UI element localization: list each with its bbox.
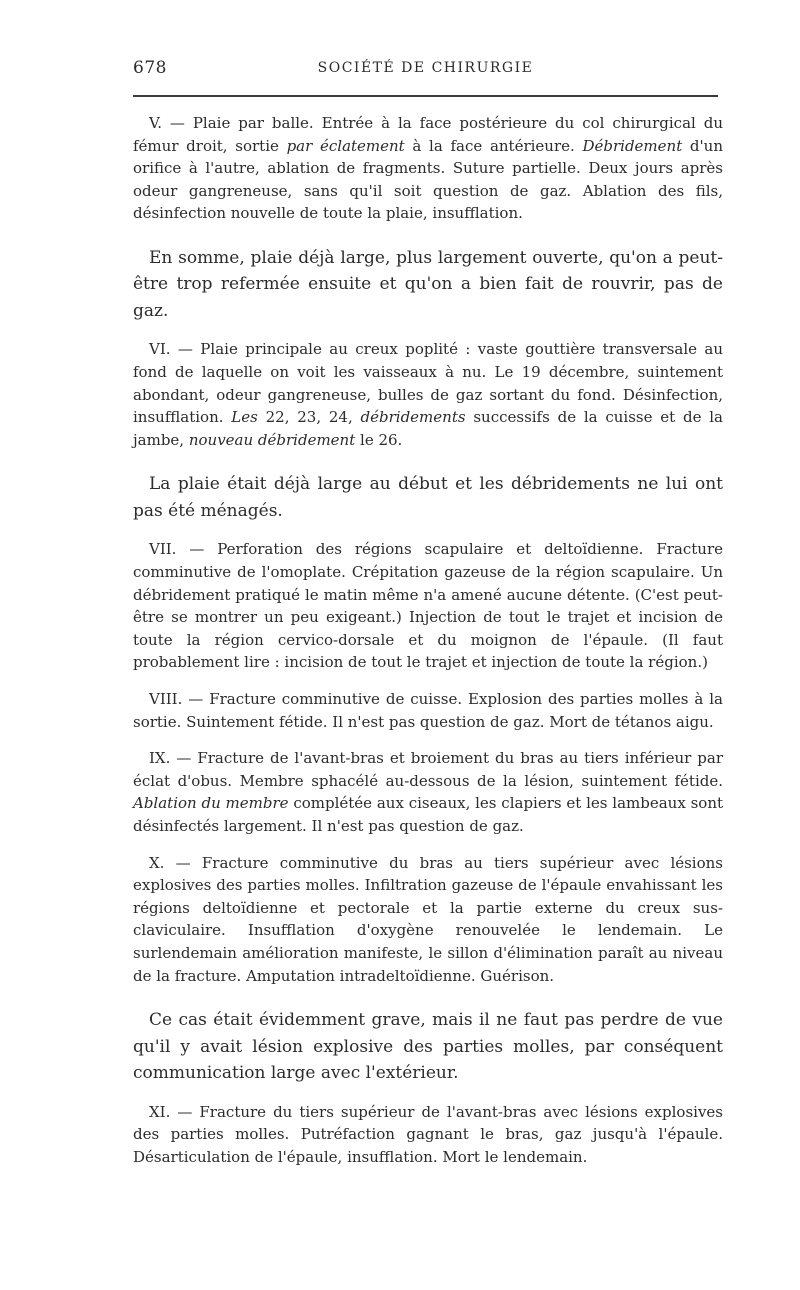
text-run: En somme, plaie déjà large, plus largement ouverte, qu'on a peut-être trop refermée ensuite et qu'on a bien fait de rouvrir, pas de gaz. [133, 247, 723, 321]
text-run: Ce cas était évidemment grave, mais il ne faut pas perdre de vue qu'il y avait lésion explosive des parties molles, par conséquent communication large avec l'extérieur. [133, 1010, 723, 1084]
case-paragraph [133, 538, 723, 674]
text-run: le 26. [355, 430, 403, 449]
case-paragraph [133, 338, 723, 451]
page-number: 678 [133, 58, 167, 78]
commentary-paragraph [133, 245, 723, 325]
italic-text: Ablation du membre [133, 794, 289, 813]
italic-text: débridements [360, 408, 466, 427]
running-title: SOCIÉTÉ DE CHIRURGIE [317, 60, 534, 76]
commentary-paragraph [133, 1007, 723, 1087]
text-run: d'un orifice à l'autre, ablation de fragments. Suture partielle. Deux jours après odeur gangreneuse, sans qu'il soit question de gaz. Ablation des fils, désinfection nouvelle de toute la plaie, insufflation. [133, 136, 723, 223]
text-run: à la face antérieure. [404, 136, 583, 155]
text-run: 22, 23, 24, [257, 408, 361, 427]
case-paragraph [133, 1101, 723, 1169]
case-paragraph [133, 852, 723, 988]
case-paragraph [133, 112, 723, 225]
text-run: La plaie était déjà large au début et les débridements ne lui ont pas été ménagés. [133, 474, 723, 521]
commentary-paragraph [133, 471, 723, 524]
text-run: X. — Fracture comminutive du bras au tiers supérieur avec lésions explosives des parties molles. Infiltration gazeuse de l'épaule envahissant les régions deltoïdienne et pectorale et la partie externe du creux sus-claviculaire. Insufflation d'oxygène renouvelée le lendemain. Le surlendemain amélioration manifeste, le sillon d'élimination paraît au niveau de la fracture. Amputation intradeltoïdienne. Guérison. [133, 853, 723, 985]
italic-text: par éclatement [286, 136, 405, 155]
text-run: XI. — Fracture du tiers supérieur de l'avant-bras avec lésions explosives des parties molles. Putréfaction gagnant le bras, gaz jusqu'à l'épaule. Désarticulation de l'épaule, insufflation. Mort le lendemain. [133, 1102, 723, 1166]
case-paragraph [133, 747, 723, 837]
italic-text: Débridement [582, 136, 683, 155]
text-run: complétée aux ciseaux, les clapiers et les lambeaux sont désinfectés largement. Il n'est pas question de gaz. [133, 794, 724, 835]
page-header [133, 58, 718, 88]
text-run: successifs de la cuisse et de la jambe, [133, 408, 723, 449]
text-run: VI. — Plaie principale au creux poplité : vaste gouttière transversale au fond de laquelle on voit les vaisseaux à nu. Le 19 décembre, suintement abondant, odeur gangreneuse, bulles de gaz sortant du fond. Désinfection, insufflation. [133, 340, 723, 427]
document-body [133, 112, 723, 1168]
text-run: VIII. — Fracture comminutive de cuisse. Explosion des parties molles à la sortie. Suintement fétide. Il n'est pas question de gaz. Mort de tétanos aigu. [133, 690, 723, 731]
italic-text: nouveau débridement [188, 430, 356, 449]
text-run: V. — Plaie par balle. Entrée à la face postérieure du col chirurgical du fémur droit, sortie [133, 114, 723, 155]
italic-text: Les [231, 408, 258, 427]
case-paragraph [133, 688, 723, 733]
text-run: IX. — Fracture de l'avant-bras et broiement du bras au tiers inférieur par éclat d'obus. Membre sphacélé au-dessous de la lésion, suintement fétide. [133, 749, 723, 790]
header-rule [133, 95, 718, 97]
text-run: VII. — Perforation des régions scapulaire et deltoïdienne. Fracture comminutive de l'omoplate. Crépitation gazeuse de la région scapulaire. Un débridement pratiqué le matin même n'a amené aucune détente. (C'est peut-être se montrer un peu exigeant.) Injection de tout le trajet et incision de toute la région cervico-dorsale et du moignon de l'épaule. (Il faut probablement lire : incision de tout le trajet et injection de toute la région.) [133, 540, 723, 672]
